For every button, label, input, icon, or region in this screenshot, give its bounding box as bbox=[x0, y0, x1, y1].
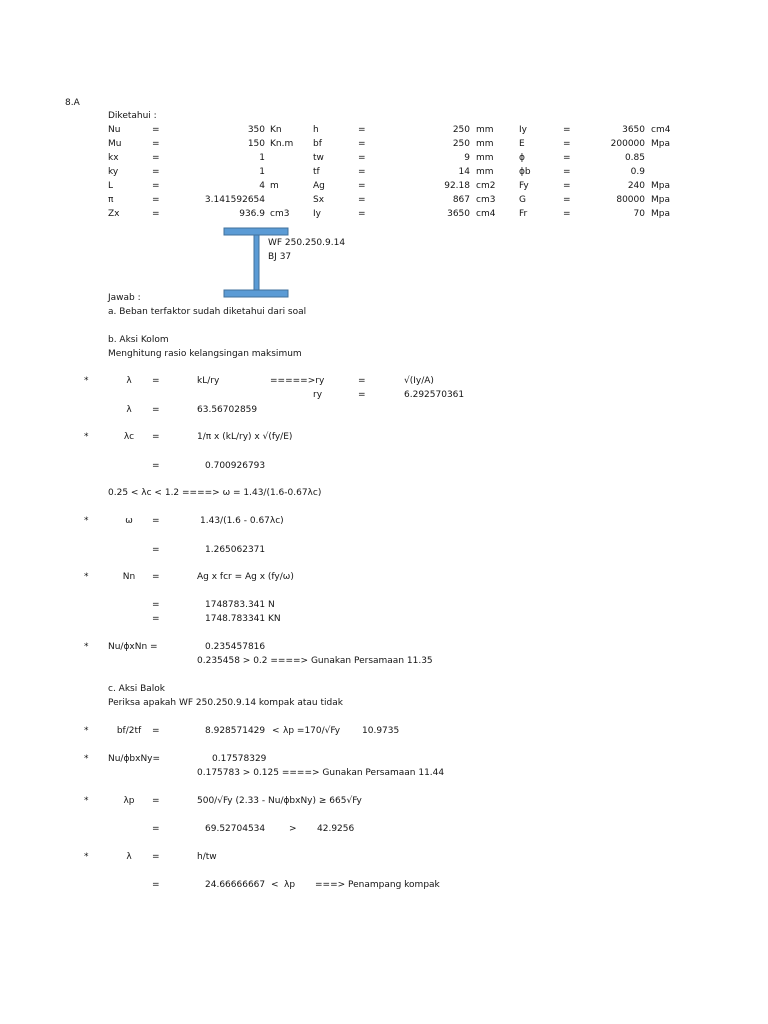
given-symbol: tw bbox=[313, 153, 324, 163]
bullet: * bbox=[84, 852, 89, 862]
given-value: 250 bbox=[452, 125, 470, 135]
equals-sign: = bbox=[152, 516, 160, 526]
column-section-subtitle: Menghitung rasio kelangsingan maksimum bbox=[108, 349, 302, 359]
given-row bbox=[0, 208, 768, 220]
web-lambda-value-row bbox=[0, 879, 768, 891]
equals-sign: = bbox=[358, 376, 366, 386]
formula-symbol: ry bbox=[313, 390, 323, 400]
lambdap-definition-row bbox=[0, 795, 768, 807]
equals-sign: = bbox=[152, 600, 160, 610]
given-unit: mm bbox=[476, 167, 494, 177]
formula-expression: h/tw bbox=[197, 852, 217, 862]
omega-value-row bbox=[0, 544, 768, 556]
given-unit: Kn.m bbox=[270, 139, 294, 149]
result-value: 1748783.341 N bbox=[205, 600, 275, 610]
formula-symbol: ω bbox=[125, 516, 133, 526]
given-unit: cm2 bbox=[476, 181, 496, 191]
given-unit: mm bbox=[476, 139, 494, 149]
given-value: 936.9 bbox=[239, 209, 265, 219]
conclusion-text: ===> Penampang kompak bbox=[315, 880, 440, 890]
formula-symbol: λ bbox=[126, 405, 132, 415]
arrow-text: =====>ry bbox=[270, 376, 325, 386]
wf-section-diagram bbox=[220, 224, 294, 302]
given-value: 1 bbox=[259, 153, 265, 163]
given-unit: Mpa bbox=[651, 139, 670, 149]
given-equals: = bbox=[358, 195, 366, 205]
given-unit: cm3 bbox=[476, 195, 496, 205]
given-row bbox=[0, 124, 768, 136]
given-unit: mm bbox=[476, 125, 494, 135]
given-equals: = bbox=[152, 195, 160, 205]
equals-sign: = bbox=[152, 824, 160, 834]
given-value: 250 bbox=[452, 139, 470, 149]
given-value: 4 bbox=[259, 181, 265, 191]
given-symbol: G bbox=[519, 195, 526, 205]
given-value: 0.85 bbox=[624, 153, 645, 163]
given-value: 867 bbox=[452, 195, 470, 205]
given-equals: = bbox=[563, 125, 571, 135]
problem-number: 8.A bbox=[65, 98, 80, 108]
given-unit: Kn bbox=[270, 125, 282, 135]
given-equals: = bbox=[563, 195, 571, 205]
formula-expression: kL/ry bbox=[197, 376, 220, 386]
formula-symbol: λ bbox=[126, 852, 132, 862]
bullet: * bbox=[84, 432, 89, 442]
given-unit: Mpa bbox=[651, 181, 670, 191]
given-value: 240 bbox=[627, 181, 645, 191]
given-symbol: Fr bbox=[519, 209, 528, 219]
given-equals: = bbox=[358, 209, 366, 219]
lambdac-value-row bbox=[0, 460, 768, 472]
given-symbol: Sx bbox=[313, 195, 325, 205]
given-unit: cm4 bbox=[651, 125, 671, 135]
bullet: * bbox=[84, 642, 89, 652]
formula-expression: 1/π x (kL/ry) x √(fy/E) bbox=[197, 432, 293, 442]
nn-value-n-row bbox=[0, 599, 768, 611]
given-equals: = bbox=[563, 139, 571, 149]
given-row bbox=[0, 138, 768, 150]
lambda-definition-row bbox=[0, 375, 768, 387]
formula-expression: 500/√Fy (2.33 - Nu/ϕbxNy) ≥ 665√Fy bbox=[197, 796, 362, 806]
given-equals: = bbox=[358, 139, 366, 149]
given-equals: = bbox=[152, 153, 160, 163]
given-equals: = bbox=[563, 153, 571, 163]
equals-sign: = bbox=[152, 572, 160, 582]
result-value: 63.56702859 bbox=[197, 405, 258, 415]
result-value: 1748.783341 KN bbox=[205, 614, 281, 624]
formula-symbol: bf/2tf bbox=[116, 726, 142, 736]
given-symbol: tf bbox=[313, 167, 320, 177]
given-value: 350 bbox=[247, 125, 265, 135]
given-value: 200000 bbox=[610, 139, 645, 149]
section-label: WF 250.250.9.14 bbox=[268, 238, 346, 248]
lambda-value-row bbox=[0, 404, 768, 416]
result-value: 0.17578329 bbox=[212, 754, 267, 764]
given-unit: cm4 bbox=[476, 209, 496, 219]
formula-expression: 1.43/(1.6 - 0.67λc) bbox=[200, 516, 284, 526]
equals-sign: = bbox=[152, 880, 160, 890]
given-unit: Mpa bbox=[651, 195, 670, 205]
given-value: 3.141592654 bbox=[204, 195, 265, 205]
result-value: 0.235457816 bbox=[205, 642, 266, 652]
bullet: * bbox=[84, 726, 89, 736]
given-unit: mm bbox=[476, 153, 494, 163]
given-equals: = bbox=[563, 181, 571, 191]
formula-expression: √(Iy/A) bbox=[404, 376, 434, 386]
formula-symbol: λ bbox=[126, 376, 132, 386]
web-lambda-definition-row bbox=[0, 851, 768, 863]
equals-sign: = bbox=[152, 796, 160, 806]
beam-section-title: c. Aksi Balok bbox=[108, 684, 165, 694]
given-symbol: π bbox=[108, 195, 114, 205]
lambdap-value-row bbox=[0, 823, 768, 835]
bullet: * bbox=[84, 796, 89, 806]
result-value: 24.66666667 bbox=[205, 880, 266, 890]
given-equals: = bbox=[358, 153, 366, 163]
column-section-title: b. Aksi Kolom bbox=[108, 335, 169, 345]
equals-sign: = bbox=[152, 376, 160, 386]
given-equals: = bbox=[152, 139, 160, 149]
bullet: * bbox=[84, 516, 89, 526]
given-equals: = bbox=[358, 125, 366, 135]
bullet: * bbox=[84, 376, 89, 386]
given-row bbox=[0, 180, 768, 192]
given-value: 70 bbox=[633, 209, 645, 219]
axial-ratio-row bbox=[0, 641, 768, 653]
given-row bbox=[0, 194, 768, 206]
equals-sign: = bbox=[152, 405, 160, 415]
given-value: 3650 bbox=[447, 209, 470, 219]
formula-symbol: Nn bbox=[122, 572, 136, 582]
equals-sign: = bbox=[152, 545, 160, 555]
given-symbol: L bbox=[108, 181, 114, 191]
given-symbol: Zx bbox=[108, 209, 120, 219]
given-value: 9 bbox=[464, 153, 470, 163]
compare-value: λp bbox=[284, 880, 296, 890]
given-symbol: Iy bbox=[519, 125, 527, 135]
given-value: 3650 bbox=[622, 125, 645, 135]
given-symbol: ky bbox=[108, 167, 119, 177]
bullet: * bbox=[84, 754, 89, 764]
compare-value: 42.9256 bbox=[317, 824, 355, 834]
given-symbol: kx bbox=[108, 153, 119, 163]
flexural-ratio-row bbox=[0, 753, 768, 765]
equals-sign: = bbox=[152, 726, 160, 736]
flange-ratio-row bbox=[0, 725, 768, 737]
given-value: 80000 bbox=[616, 195, 645, 205]
given-unit: m bbox=[270, 181, 279, 191]
bottom-flange bbox=[224, 290, 288, 297]
bullet: * bbox=[84, 572, 89, 582]
formula-symbol: Nu/ϕbxNy= bbox=[108, 754, 161, 764]
less-than-sign: < bbox=[272, 726, 280, 736]
beam-section-subtitle: Periksa apakah WF 250.250.9.14 kompak atau tidak bbox=[108, 698, 343, 708]
result-value: 1.265062371 bbox=[205, 545, 266, 555]
equals-sign: = bbox=[152, 852, 160, 862]
given-unit: Mpa bbox=[651, 209, 670, 219]
given-symbol: ϕ bbox=[519, 153, 525, 163]
given-symbol: Iy bbox=[313, 209, 321, 219]
given-value: 150 bbox=[247, 139, 265, 149]
given-equals: = bbox=[152, 209, 160, 219]
formula-symbol: λc bbox=[123, 432, 135, 442]
result-value: 8.928571429 bbox=[205, 726, 266, 736]
result-value: 0.700926793 bbox=[205, 461, 266, 471]
given-symbol: Fy bbox=[519, 181, 529, 191]
ry-row bbox=[0, 389, 768, 401]
greater-than-sign: > bbox=[289, 824, 297, 834]
result-value: 69.52704534 bbox=[205, 824, 266, 834]
given-row bbox=[0, 166, 768, 178]
equals-sign: = bbox=[152, 614, 160, 624]
given-symbol: Nu bbox=[108, 125, 121, 135]
less-than-sign: < bbox=[271, 880, 279, 890]
formula-expression: λp =170/√Fy bbox=[283, 726, 341, 736]
given-symbol: bf bbox=[313, 139, 322, 149]
web bbox=[254, 235, 259, 290]
flexural-ratio-check: 0.175783 > 0.125 ====> Gunakan Persamaan 11.44 bbox=[197, 768, 445, 778]
given-value: 92.18 bbox=[444, 181, 470, 191]
formula-symbol: Nu/ϕxNn = bbox=[108, 642, 158, 652]
given-equals: = bbox=[563, 209, 571, 219]
nn-definition-row bbox=[0, 571, 768, 583]
given-label: Diketahui : bbox=[108, 111, 157, 121]
given-equals: = bbox=[358, 167, 366, 177]
given-symbol: ϕb bbox=[519, 167, 531, 177]
material-label: BJ 37 bbox=[268, 252, 292, 262]
equals-sign: = bbox=[358, 390, 366, 400]
given-unit: cm3 bbox=[270, 209, 290, 219]
result-value: 6.292570361 bbox=[404, 390, 465, 400]
given-symbol: h bbox=[313, 125, 319, 135]
lambdac-definition-row bbox=[0, 431, 768, 443]
top-flange bbox=[224, 228, 288, 235]
given-value: 1 bbox=[259, 167, 265, 177]
given-equals: = bbox=[152, 181, 160, 191]
given-symbol: E bbox=[519, 139, 525, 149]
given-symbol: Ag bbox=[313, 181, 325, 191]
given-equals: = bbox=[358, 181, 366, 191]
equals-sign: = bbox=[152, 432, 160, 442]
formula-expression: Ag x fcr = Ag x (fy/ω) bbox=[197, 572, 294, 582]
given-row bbox=[0, 152, 768, 164]
formula-symbol: λp bbox=[123, 796, 135, 806]
given-symbol: Mu bbox=[108, 139, 122, 149]
limit-value: 10.9735 bbox=[362, 726, 400, 736]
nn-value-kn-row bbox=[0, 613, 768, 625]
given-equals: = bbox=[152, 167, 160, 177]
omega-definition-row bbox=[0, 515, 768, 527]
given-value: 0.9 bbox=[630, 167, 645, 177]
answer-label: Jawab : bbox=[108, 293, 141, 303]
condition-text: 0.25 < λc < 1.2 ====> ω = 1.43/(1.6-0.67λc) bbox=[108, 488, 322, 498]
given-value: 14 bbox=[458, 167, 470, 177]
given-equals: = bbox=[563, 167, 571, 177]
part-a-text: a. Beban terfaktor sudah diketahui dari soal bbox=[108, 307, 307, 317]
given-equals: = bbox=[152, 125, 160, 135]
equals-sign: = bbox=[152, 461, 160, 471]
axial-ratio-check: 0.235458 > 0.2 ====> Gunakan Persamaan 11.35 bbox=[197, 656, 433, 666]
